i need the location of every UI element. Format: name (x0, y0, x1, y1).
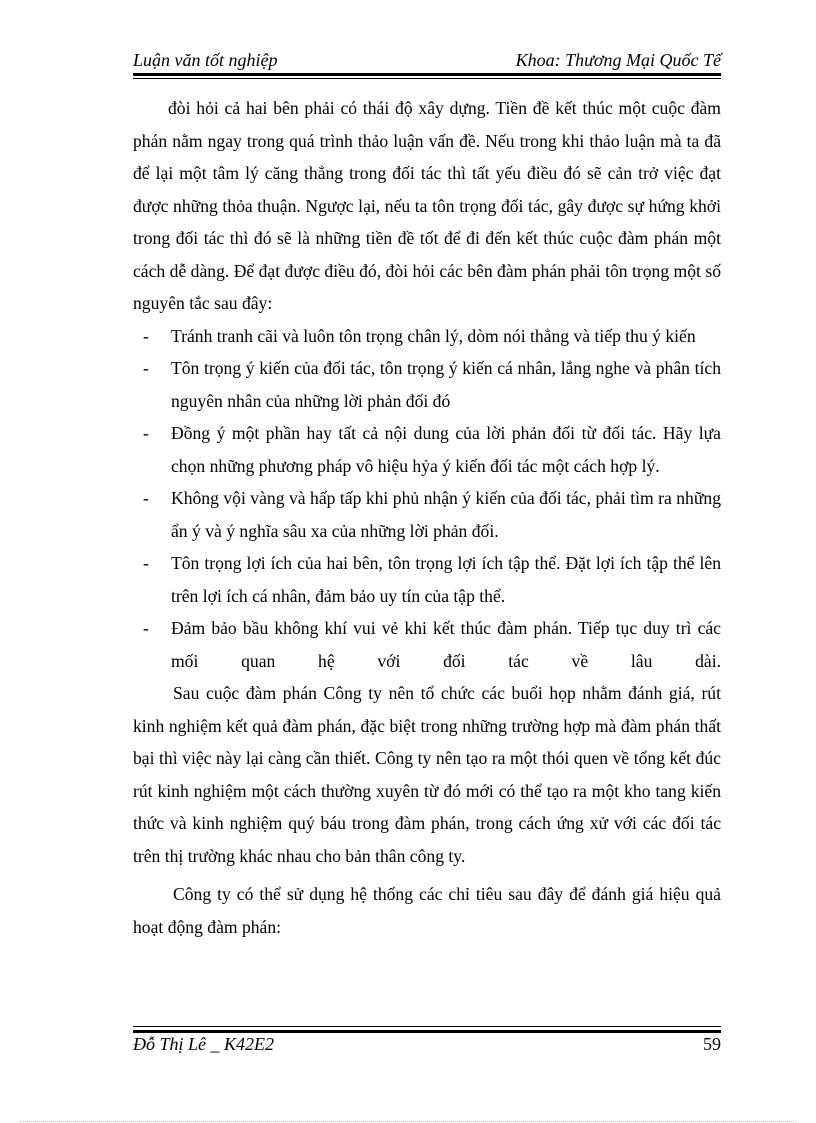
bullet-item (133, 352, 721, 417)
bullet-text: Tôn trọng ý kiến của đối tác, tôn trọng ý kiến cá nhân, lắng nghe và phân tích nguyên nhân của những lời phản đối đó (171, 358, 721, 411)
footer-author: Đỗ Thị Lê _ K42E2 (133, 1034, 275, 1054)
header-thesis-title: Luận văn tốt nghiệp (133, 50, 278, 70)
footer-rule-thin (133, 1026, 721, 1027)
bullet-text: Không vội vàng và hấp tấp khi phủ nhận ý kiến của đối tác, phải tìm ra những ẩn ý và ý nghĩa sâu xa của những lời phản đối. (171, 488, 721, 541)
bullet-item (133, 612, 721, 677)
bullet-dash: - (143, 358, 149, 378)
page-footer (133, 1034, 721, 1060)
header-rule-thin (133, 78, 721, 79)
bullet-dash: - (143, 618, 149, 638)
bullet-item (133, 417, 721, 482)
page-edge-dotted-line (20, 1121, 796, 1122)
page-number: 59 (703, 1034, 721, 1054)
bullet-text: Đảm bảo bầu không khí vui vẻ khi kết thúc đàm phán. Tiếp tục duy trì các mối quan hệ với đối tác về lâu dài. (171, 618, 721, 671)
bullet-text: Tránh tranh cãi và luôn tôn trọng chân lý, dòm nói thẳng và tiếp thu ý kiến (171, 325, 696, 346)
header-rule-thick (133, 73, 721, 76)
paragraph-evaluation: Công ty có thể sử dụng hệ thống các chỉ tiêu sau đây để đánh giá hiệu quả hoạt động đàm phán: (133, 884, 721, 937)
bullet-dash: - (143, 423, 149, 443)
bullet-item (133, 482, 721, 547)
bullet-text: Tôn trọng lợi ích của hai bên, tôn trọng lợi ích tập thể. Đặt lợi ích tập thể lên trên lợi ích cá nhân, đảm bảo uy tín của tập thể. (171, 553, 721, 606)
paragraph-intro: đòi hỏi cả hai bên phải có thái độ xây dựng. Tiền đề kết thúc một cuộc đàm phán nằm ngay trong quá trình thảo luận vấn đề. Nếu trong khi thảo luận mà ta đã để lại một tâm lý căng thẳng trong đối tác thì tất yếu điều đó sẽ cản trở việc đạt được những thỏa thuận. Ngược lại, nếu ta tôn trọng đối tác, gây được sự hứng khởi trong đối tác thì đó sẽ là những tiền đề tốt để đi đến kết thúc cuộc đàm phán một cách dễ dàng. Để đạt được điều đó, đòi hỏi các bên đàm phán phải tôn trọng một số nguyên tắc sau đây: (133, 98, 721, 313)
footer-rule-thick (133, 1030, 721, 1033)
bullet-dash: - (143, 325, 149, 346)
paragraph-post-negotiation: Sau cuộc đàm phán Công ty nên tổ chức các buổi họp nhằm đánh giá, rút kinh nghiệm kết quả đàm phán, đặc biệt trong những trường hợp mà đàm phán thất bại thì việc này lại càng cần thiết. Công ty nên tạo ra một thói quen về tổng kết đúc rút kinh nghiệm một cách thường xuyên từ đó mới có thể tạo ra một kho tang kiến thức và kinh nghiệm quý báu trong đàm phán, trong cách ứng xử với các đối tác trên thị trường khác nhau cho bản thân công ty. (133, 683, 721, 866)
page-body (133, 92, 721, 943)
bullet-dash: - (143, 488, 149, 508)
bullet-dash: - (143, 553, 149, 573)
bullet-item (133, 547, 721, 612)
bullet-item (133, 320, 721, 353)
header-faculty: Khoa: Thương Mại Quốc Tế (515, 50, 721, 70)
bullet-text: Đồng ý một phần hay tất cả nội dung của lời phản đối từ đối tác. Hãy lựa chọn những phương pháp vô hiệu hỷa ý kiến đối tác một cách hợp lý. (171, 423, 721, 476)
page-header (133, 48, 721, 74)
